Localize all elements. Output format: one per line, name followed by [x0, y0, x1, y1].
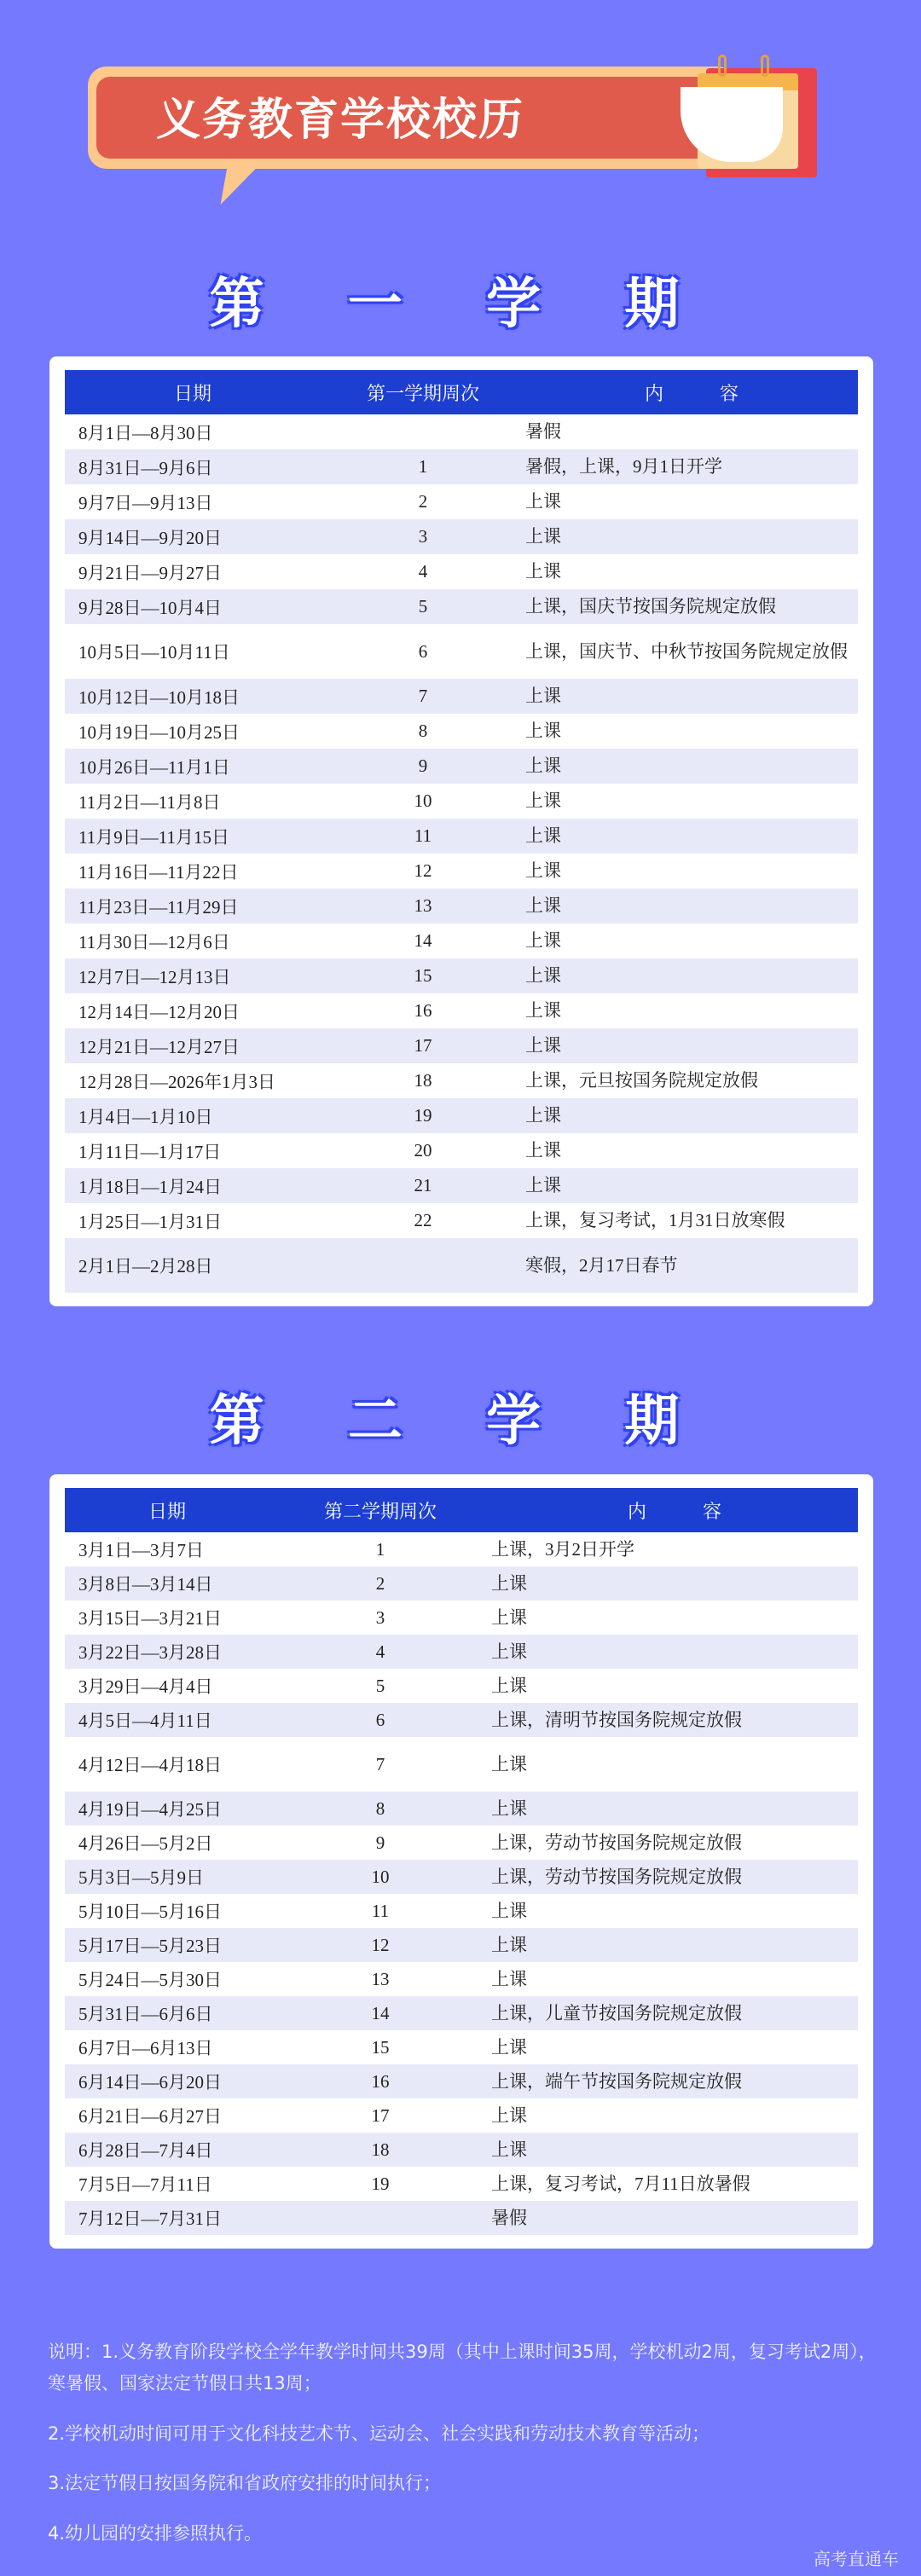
table-row [65, 1669, 858, 1703]
week-cell: 20 [414, 1140, 432, 1161]
note-2: 2.学校机动时间可用于文化科技艺术节、运动会、社会实践和劳动技术教育等活动； [48, 2423, 710, 2444]
table-row [65, 1792, 858, 1826]
week-cell: 16 [414, 1000, 432, 1021]
week-cell: 8 [375, 1797, 385, 1819]
week-cell: 21 [414, 1175, 432, 1195]
content-cell: 上课 [491, 1572, 527, 1594]
date-cell: 7月5日—7月11日 [78, 2174, 212, 2195]
week-cell: 7 [418, 686, 428, 706]
content-cell: 上课 [525, 526, 561, 547]
content-cell: 上课 [491, 1934, 527, 1955]
week-cell: 3 [375, 1606, 385, 1628]
content-cell: 上课，国庆节按国务院规定放假 [525, 596, 776, 617]
date-cell: 4月26日—5月2日 [78, 1833, 213, 1854]
date-cell: 12月14日—12月20日 [78, 1001, 240, 1022]
table-row [65, 1703, 858, 1737]
table-body [65, 1532, 858, 2235]
content-cell: 上课 [491, 1900, 527, 1921]
table-row [65, 1566, 858, 1601]
table-row [65, 1962, 858, 1996]
table-row [65, 1098, 858, 1133]
table-header [65, 370, 858, 414]
table-row [65, 2201, 858, 2235]
date-cell: 3月15日—3月21日 [78, 1608, 222, 1629]
date-cell: 4月19日—4月25日 [78, 1799, 222, 1820]
table-row [65, 714, 858, 749]
week-cell: 5 [375, 1675, 385, 1696]
content-cell: 上课，国庆节、中秋节按国务院规定放假 [525, 640, 848, 662]
date-cell: 12月7日—12月13日 [78, 966, 231, 987]
date-cell: 5月24日—5月30日 [78, 1970, 222, 1990]
date-cell: 8月1日—8月30日 [78, 422, 213, 443]
table-row [65, 484, 858, 519]
table-row [65, 2030, 858, 2064]
week-cell: 1 [418, 456, 428, 477]
semester1-heading: 第 一 学 期 [209, 273, 712, 336]
content-cell: 上课 [525, 860, 561, 882]
date-cell: 11月2日—11月8日 [78, 791, 221, 813]
week-cell: 15 [371, 2036, 390, 2058]
date-cell: 6月21日—6月27日 [78, 2106, 222, 2127]
table-row [65, 784, 858, 819]
content-cell: 上课，清明节按国务院规定放假 [491, 1709, 742, 1730]
table-row [65, 1063, 858, 1098]
content-cell: 寒假，2月17日春节 [525, 1254, 678, 1276]
table-row [65, 1028, 858, 1063]
week-cell: 12 [414, 860, 432, 881]
date-cell: 10月12日—10月18日 [78, 686, 240, 708]
content-cell: 上课 [525, 686, 561, 707]
date-cell: 4月5日—4月11日 [78, 1711, 212, 1731]
content-cell: 上课 [491, 1753, 527, 1774]
content-cell: 上课 [491, 2036, 527, 2058]
date-cell: 5月10日—5月16日 [78, 1902, 222, 1922]
table-row [65, 749, 858, 784]
header-date: 日期 [148, 1501, 186, 1523]
week-cell: 9 [375, 1832, 385, 1853]
date-cell: 9月28日—10月4日 [78, 597, 222, 618]
date-cell: 1月25日—1月31日 [78, 1211, 222, 1232]
content-cell: 上课 [491, 1641, 527, 1662]
content-cell: 上课，元旦按国务院规定放假 [525, 1070, 758, 1091]
date-cell: 11月16日—11月22日 [78, 861, 239, 883]
date-cell: 6月14日—6月20日 [78, 2072, 222, 2093]
date-cell: 3月29日—4月4日 [78, 1676, 213, 1697]
table-body [65, 414, 858, 1293]
week-cell: 4 [375, 1641, 385, 1662]
header-week: 第一学期周次 [366, 383, 479, 405]
date-cell: 5月3日—5月9日 [78, 1867, 204, 1888]
table-row [65, 2098, 858, 2133]
week-cell: 12 [371, 1934, 390, 1955]
week-cell: 17 [414, 1035, 432, 1056]
date-cell: 11月9日—11月15日 [78, 826, 229, 848]
content-cell: 上课 [525, 895, 561, 917]
content-cell: 上课 [491, 1606, 527, 1628]
week-cell: 2 [375, 1572, 385, 1594]
week-cell: 8 [418, 721, 428, 741]
content-cell: 上课 [525, 491, 561, 512]
note-4: 4.幼儿园的安排参照执行。 [48, 2523, 263, 2544]
week-cell: 3 [418, 526, 428, 547]
table-row [65, 819, 858, 854]
title-banner [88, 67, 736, 203]
date-cell: 11月30日—12月6日 [78, 931, 230, 952]
table-row [65, 1826, 858, 1860]
week-cell: 1 [375, 1538, 385, 1560]
week-cell: 13 [414, 895, 432, 916]
date-cell: 9月21日—9月27日 [78, 562, 222, 583]
content-cell: 上课 [491, 1675, 527, 1696]
table-header [65, 1488, 858, 1532]
table-row [65, 1238, 858, 1293]
table-row [65, 1737, 858, 1792]
week-cell: 4 [418, 561, 428, 582]
header-content: 内 容 [627, 1501, 721, 1523]
content-cell: 暑假 [525, 421, 561, 443]
table-row [65, 2064, 858, 2098]
page-title: 义务教育学校校历 [156, 95, 525, 146]
content-cell: 上课 [525, 561, 561, 582]
table-row [65, 1996, 858, 2030]
table-row [65, 1928, 858, 1962]
date-cell: 12月21日—12月27日 [78, 1036, 240, 1057]
semester2-heading: 第 二 学 期 [209, 1390, 712, 1453]
week-cell: 6 [418, 640, 428, 662]
content-cell: 上课 [525, 825, 561, 847]
date-cell: 4月12日—4月18日 [78, 1755, 222, 1775]
week-cell: 11 [414, 825, 432, 846]
content-cell: 上课 [525, 755, 561, 777]
calendar-icon [689, 53, 817, 181]
content-cell: 暑假，上课，9月1日开学 [525, 456, 722, 478]
content-cell: 上课 [525, 1000, 561, 1022]
content-cell: 上课，端午节按国务院规定放假 [491, 2070, 742, 2092]
table-row [65, 889, 858, 923]
table-row [65, 519, 858, 554]
week-cell: 17 [371, 2104, 390, 2126]
table-row [65, 923, 858, 958]
content-cell: 上课 [525, 721, 561, 742]
week-cell: 19 [414, 1105, 432, 1126]
week-cell: 2 [418, 491, 428, 512]
content-cell: 上课 [525, 1035, 561, 1056]
table-row [65, 449, 858, 484]
notes [48, 2336, 883, 2568]
date-cell: 3月1日—3月7日 [78, 1540, 204, 1560]
date-cell: 1月4日—1月10日 [78, 1106, 213, 1127]
date-cell: 5月17日—5月23日 [78, 1936, 222, 1956]
week-cell: 10 [371, 1866, 390, 1887]
week-cell: 18 [414, 1070, 432, 1091]
table-row [65, 2133, 858, 2167]
date-cell: 10月5日—10月11日 [78, 642, 230, 663]
date-cell: 3月22日—3月28日 [78, 1642, 222, 1663]
week-cell: 19 [371, 2173, 390, 2194]
content-cell: 上课 [525, 1105, 561, 1126]
date-cell: 7月12日—7月31日 [78, 2208, 222, 2229]
week-cell: 18 [371, 2139, 390, 2160]
week-cell: 16 [371, 2070, 390, 2092]
content-cell: 上课，复习考试，1月31日放寒假 [525, 1210, 785, 1231]
content-cell: 上课 [525, 790, 561, 812]
date-cell: 1月18日—1月24日 [78, 1176, 222, 1197]
week-cell: 7 [375, 1753, 385, 1774]
content-cell: 上课 [491, 1968, 527, 1989]
date-cell: 5月31日—6月6日 [78, 2004, 213, 2024]
week-cell: 14 [414, 930, 432, 951]
table-row [65, 1168, 858, 1203]
table-row [65, 624, 858, 679]
note-1: 说明：1.义务教育阶段学校全学年教学时间共39周（其中上课时间35周，学校机动2周，复习考试2周），寒暑假、国家法定节假日共13周； [48, 2342, 877, 2394]
date-cell: 9月7日—9月13日 [78, 492, 213, 513]
table-row [65, 589, 858, 624]
semester2-table [49, 1474, 873, 2249]
content-cell: 上课 [491, 2139, 527, 2160]
table-row [65, 1635, 858, 1669]
content-cell: 上课 [491, 1797, 527, 1819]
table-row [65, 854, 858, 889]
week-cell: 13 [371, 1968, 390, 1989]
content-cell: 暑假 [491, 2207, 527, 2228]
table-row [65, 958, 858, 993]
table-row [65, 1532, 858, 1566]
date-cell: 2月1日—2月28日 [78, 1256, 213, 1276]
date-cell: 10月19日—10月25日 [78, 721, 240, 743]
table-row [65, 414, 858, 449]
table-row [65, 1894, 858, 1928]
table-row [65, 1203, 858, 1238]
content-cell: 上课 [525, 930, 561, 952]
table-row [65, 554, 858, 589]
date-cell: 1月11日—1月17日 [78, 1141, 222, 1162]
header-content: 内 容 [644, 383, 739, 405]
table-row [65, 679, 858, 714]
week-cell: 6 [375, 1709, 385, 1730]
note-3: 3.法定节假日按国务院和省政府安排的时间执行； [48, 2473, 442, 2494]
week-cell: 22 [414, 1210, 432, 1230]
week-cell: 9 [418, 755, 428, 776]
content-cell: 上课，复习考试，7月11日放暑假 [491, 2173, 750, 2194]
date-cell: 12月28日—2026年1月3日 [78, 1071, 275, 1092]
date-cell: 10月26日—11月1日 [78, 756, 230, 778]
content-cell: 上课 [491, 2104, 527, 2126]
week-cell: 14 [371, 2002, 390, 2023]
content-cell: 上课 [525, 1175, 561, 1196]
table-row [65, 1601, 858, 1635]
table-row [65, 2167, 858, 2201]
source-credit: 高考直通车 [814, 2549, 899, 2569]
date-cell: 6月28日—7月4日 [78, 2140, 213, 2161]
date-cell: 8月31日—9月6日 [78, 457, 213, 478]
week-cell: 10 [414, 790, 432, 811]
date-cell: 11月23日—11月29日 [78, 896, 239, 918]
content-cell: 上课 [525, 1140, 561, 1161]
content-cell: 上课，劳动节按国务院规定放假 [491, 1832, 742, 1853]
table-row [65, 1133, 858, 1168]
semester1-table [49, 356, 873, 1306]
week-cell: 5 [418, 596, 428, 617]
week-cell: 11 [371, 1900, 390, 1921]
date-cell: 9月14日—9月20日 [78, 527, 222, 548]
content-cell: 上课 [525, 965, 561, 987]
content-cell: 上课，3月2日开学 [491, 1538, 634, 1560]
week-cell: 15 [414, 965, 432, 986]
date-cell: 6月7日—6月13日 [78, 2038, 213, 2058]
content-cell: 上课，劳动节按国务院规定放假 [491, 1866, 742, 1887]
table-row [65, 993, 858, 1028]
table-row [65, 1860, 858, 1894]
header-week: 第二学期周次 [323, 1501, 437, 1523]
date-cell: 3月8日—3月14日 [78, 1574, 213, 1595]
header-date: 日期 [173, 383, 211, 405]
content-cell: 上课，儿童节按国务院规定放假 [491, 2002, 742, 2023]
